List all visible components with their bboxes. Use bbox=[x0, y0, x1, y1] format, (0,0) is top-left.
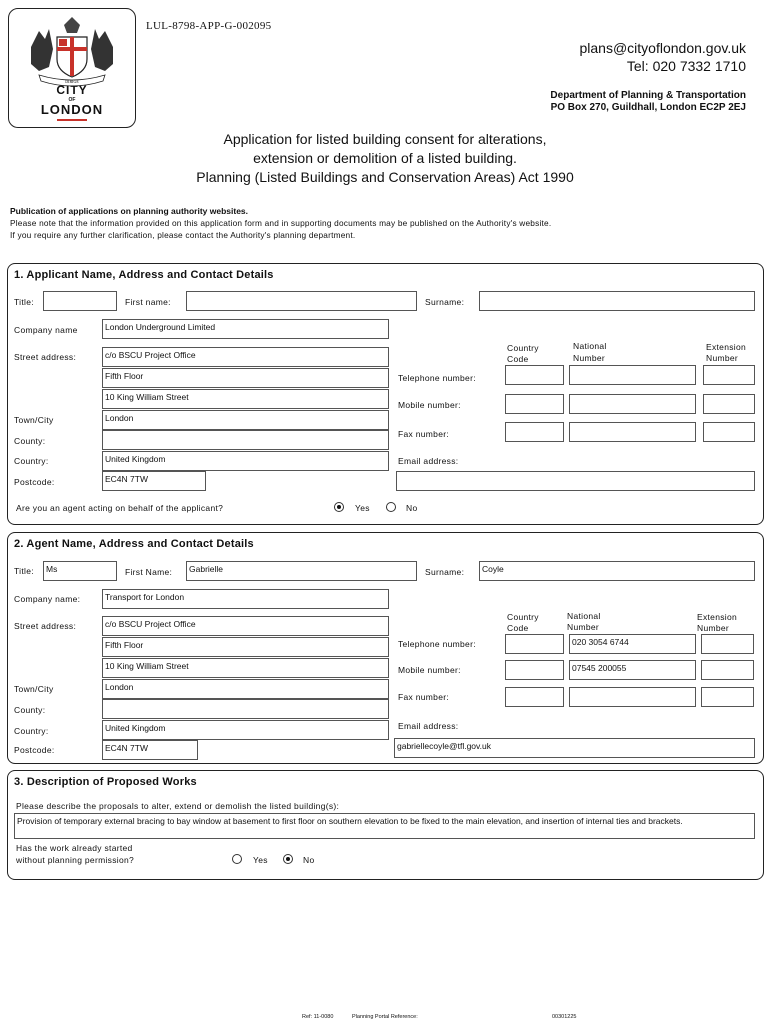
publication-note: Please note that the information provided on this application form and in supporting documents may be published on the Authority's website. bbox=[10, 218, 552, 228]
form-title-line1: Application for listed building consent for alterations, bbox=[223, 131, 547, 147]
agent-country-label: Country: bbox=[14, 726, 49, 736]
applicant-title-label: Title: bbox=[14, 297, 34, 307]
applicant-postcode-field[interactable]: EC4N 7TW bbox=[102, 471, 206, 491]
svg-text:DIRIGE: DIRIGE bbox=[65, 79, 79, 84]
applicant-surname-field[interactable] bbox=[479, 291, 755, 311]
logo-of-text: OF bbox=[68, 97, 76, 103]
agent-telephone-extension[interactable] bbox=[701, 634, 754, 654]
applicant-company-field[interactable]: London Underground Limited bbox=[102, 319, 389, 339]
applicant-telephone-national[interactable] bbox=[569, 365, 696, 385]
agent-email-label: Email address: bbox=[398, 721, 459, 731]
applicant-title-field[interactable] bbox=[43, 291, 117, 311]
agent-country-field[interactable]: United Kingdom bbox=[102, 720, 389, 740]
applicant-country-code-header-2: Code bbox=[507, 354, 529, 364]
applicant-national-header-2: Number bbox=[573, 353, 606, 363]
work-started-yes-label: Yes bbox=[253, 855, 268, 865]
agent-title-field[interactable]: Ms bbox=[43, 561, 117, 581]
works-section-title: 3. Description of Proposed Works bbox=[14, 776, 197, 788]
agent-no-label: No bbox=[406, 503, 418, 513]
applicant-first-name-field[interactable] bbox=[186, 291, 417, 311]
department-name: Department of Planning & Transportation bbox=[550, 90, 746, 101]
applicant-mobile-label: Mobile number: bbox=[398, 400, 461, 410]
work-started-question-line1: Has the work already started bbox=[16, 843, 133, 853]
agent-fax-country-code[interactable] bbox=[505, 687, 564, 707]
agent-extension-header-2: Number bbox=[697, 623, 730, 633]
publication-heading: Publication of applications on planning authority websites. bbox=[10, 206, 249, 216]
agent-mobile-label: Mobile number: bbox=[398, 665, 461, 675]
applicant-national-header-1: National bbox=[573, 341, 607, 351]
agent-street-line2[interactable]: Fifth Floor bbox=[102, 637, 389, 657]
applicant-surname-label: Surname: bbox=[425, 297, 465, 307]
agent-telephone-national[interactable]: 020 3054 6744 bbox=[569, 634, 696, 654]
applicant-telephone-label: Telephone number: bbox=[398, 373, 476, 383]
applicant-email-label: Email address: bbox=[398, 456, 459, 466]
agent-yes-radio[interactable] bbox=[334, 502, 344, 512]
agent-national-header-1: National bbox=[567, 611, 601, 621]
applicant-extension-header-1: Extension bbox=[706, 342, 747, 352]
agent-street-line3[interactable]: 10 King William Street bbox=[102, 658, 389, 678]
agent-fax-label: Fax number: bbox=[398, 692, 450, 702]
applicant-company-label: Company name bbox=[14, 325, 78, 335]
agent-surname-field[interactable]: Coyle bbox=[479, 561, 755, 581]
applicant-fax-extension[interactable] bbox=[703, 422, 755, 442]
logo-underline bbox=[57, 119, 87, 121]
agent-county-field[interactable] bbox=[102, 699, 389, 719]
work-started-question-line2: without planning permission? bbox=[16, 855, 135, 865]
agent-yes-label: Yes bbox=[355, 503, 370, 513]
works-description-prompt: Please describe the proposals to alter, extend or demolish the listed building(s): bbox=[16, 801, 340, 811]
works-description-field[interactable]: Provision of temporary external bracing to bay window at basement to first floor on southern elevation to be fixed to the main elevation, and insertion of internal ties and brackets. bbox=[14, 813, 755, 839]
agent-company-label: Company name: bbox=[14, 594, 81, 604]
agent-country-code-header-1: Country bbox=[507, 612, 539, 622]
applicant-street-line3[interactable]: 10 King William Street bbox=[102, 389, 389, 409]
applicant-street-line2[interactable]: Fifth Floor bbox=[102, 368, 389, 388]
applicant-street-label: Street address: bbox=[14, 352, 77, 362]
agent-telephone-country-code[interactable] bbox=[505, 634, 564, 654]
applicant-mobile-national[interactable] bbox=[569, 394, 696, 414]
contact-email[interactable]: plans@cityoflondon.gov.uk bbox=[579, 40, 746, 56]
agent-street-line1[interactable]: c/o BSCU Project Office bbox=[102, 616, 389, 636]
applicant-county-field[interactable] bbox=[102, 430, 389, 450]
agent-postcode-field[interactable]: EC4N 7TW bbox=[102, 740, 198, 760]
applicant-country-code-header-1: Country bbox=[507, 343, 539, 353]
agent-first-name-label: First Name: bbox=[125, 567, 173, 577]
applicant-section-title: 1. Applicant Name, Address and Contact Details bbox=[14, 269, 274, 281]
footer-ref: Ref: 11-0080 bbox=[302, 1014, 334, 1020]
footer-portal-value: 00301225 bbox=[552, 1014, 577, 1020]
applicant-fax-label: Fax number: bbox=[398, 429, 450, 439]
agent-mobile-extension[interactable] bbox=[701, 660, 754, 680]
applicant-telephone-extension[interactable] bbox=[703, 365, 755, 385]
applicant-country-label: Country: bbox=[14, 456, 49, 466]
agent-postcode-label: Postcode: bbox=[14, 745, 55, 755]
agent-title-label: Title: bbox=[14, 566, 34, 576]
agent-first-name-field[interactable]: Gabrielle bbox=[186, 561, 417, 581]
agent-section-title: 2. Agent Name, Address and Contact Details bbox=[14, 538, 254, 550]
applicant-street-line1[interactable]: c/o BSCU Project Office bbox=[102, 347, 389, 367]
agent-company-field[interactable]: Transport for London bbox=[102, 589, 389, 609]
agent-fax-extension[interactable] bbox=[701, 687, 754, 707]
agent-country-code-header-2: Code bbox=[507, 623, 529, 633]
document-reference: LUL-8798-APP-G-002095 bbox=[146, 20, 272, 32]
footer-portal-label: Planning Portal Reference: bbox=[352, 1014, 418, 1020]
applicant-county-label: County: bbox=[14, 436, 46, 446]
agent-no-radio[interactable] bbox=[386, 502, 396, 512]
agent-extension-header-1: Extension bbox=[697, 612, 738, 622]
work-started-yes-radio[interactable] bbox=[232, 854, 242, 864]
applicant-fax-national[interactable] bbox=[569, 422, 696, 442]
agent-mobile-national[interactable]: 07545 200055 bbox=[569, 660, 696, 680]
agent-surname-label: Surname: bbox=[425, 567, 465, 577]
agent-fax-national[interactable] bbox=[569, 687, 696, 707]
logo-city-text: CITY bbox=[56, 83, 88, 97]
agent-street-label: Street address: bbox=[14, 621, 77, 631]
applicant-town-label: Town/City bbox=[14, 415, 54, 425]
applicant-first-name-label: First name: bbox=[125, 297, 171, 307]
city-of-london-logo bbox=[8, 8, 136, 128]
applicant-town-field[interactable]: London bbox=[102, 410, 389, 430]
applicant-postcode-label: Postcode: bbox=[14, 477, 55, 487]
agent-town-field[interactable]: London bbox=[102, 679, 389, 699]
work-started-no-label: No bbox=[303, 855, 315, 865]
agent-telephone-label: Telephone number: bbox=[398, 639, 476, 649]
contact-telephone: Tel: 020 7332 1710 bbox=[626, 58, 746, 74]
logo-london-text: LONDON bbox=[40, 102, 104, 117]
agent-national-header-2: Number bbox=[567, 622, 600, 632]
applicant-country-field[interactable]: United Kingdom bbox=[102, 451, 389, 471]
agent-question: Are you an agent acting on behalf of the applicant? bbox=[16, 503, 224, 513]
work-started-no-radio[interactable] bbox=[283, 854, 293, 864]
applicant-extension-header-2: Number bbox=[706, 353, 739, 363]
applicant-mobile-country-code[interactable] bbox=[505, 394, 564, 414]
agent-town-label: Town/City bbox=[14, 684, 54, 694]
publication-clarification: If you require any further clarification, please contact the Authority's planning department. bbox=[10, 230, 356, 240]
applicant-mobile-extension[interactable] bbox=[703, 394, 755, 414]
form-title-line2: extension or demolition of a listed building. bbox=[253, 150, 517, 166]
form-title-line3: Planning (Listed Buildings and Conservation Areas) Act 1990 bbox=[196, 169, 574, 185]
department-address: PO Box 270, Guildhall, London EC2P 2EJ bbox=[550, 102, 746, 113]
applicant-email-field[interactable] bbox=[396, 471, 755, 491]
agent-mobile-country-code[interactable] bbox=[505, 660, 564, 680]
agent-county-label: County: bbox=[14, 705, 46, 715]
applicant-telephone-country-code[interactable] bbox=[505, 365, 564, 385]
agent-email-field[interactable]: gabriellecoyle@tfl.gov.uk bbox=[394, 738, 755, 758]
applicant-fax-country-code[interactable] bbox=[505, 422, 564, 442]
